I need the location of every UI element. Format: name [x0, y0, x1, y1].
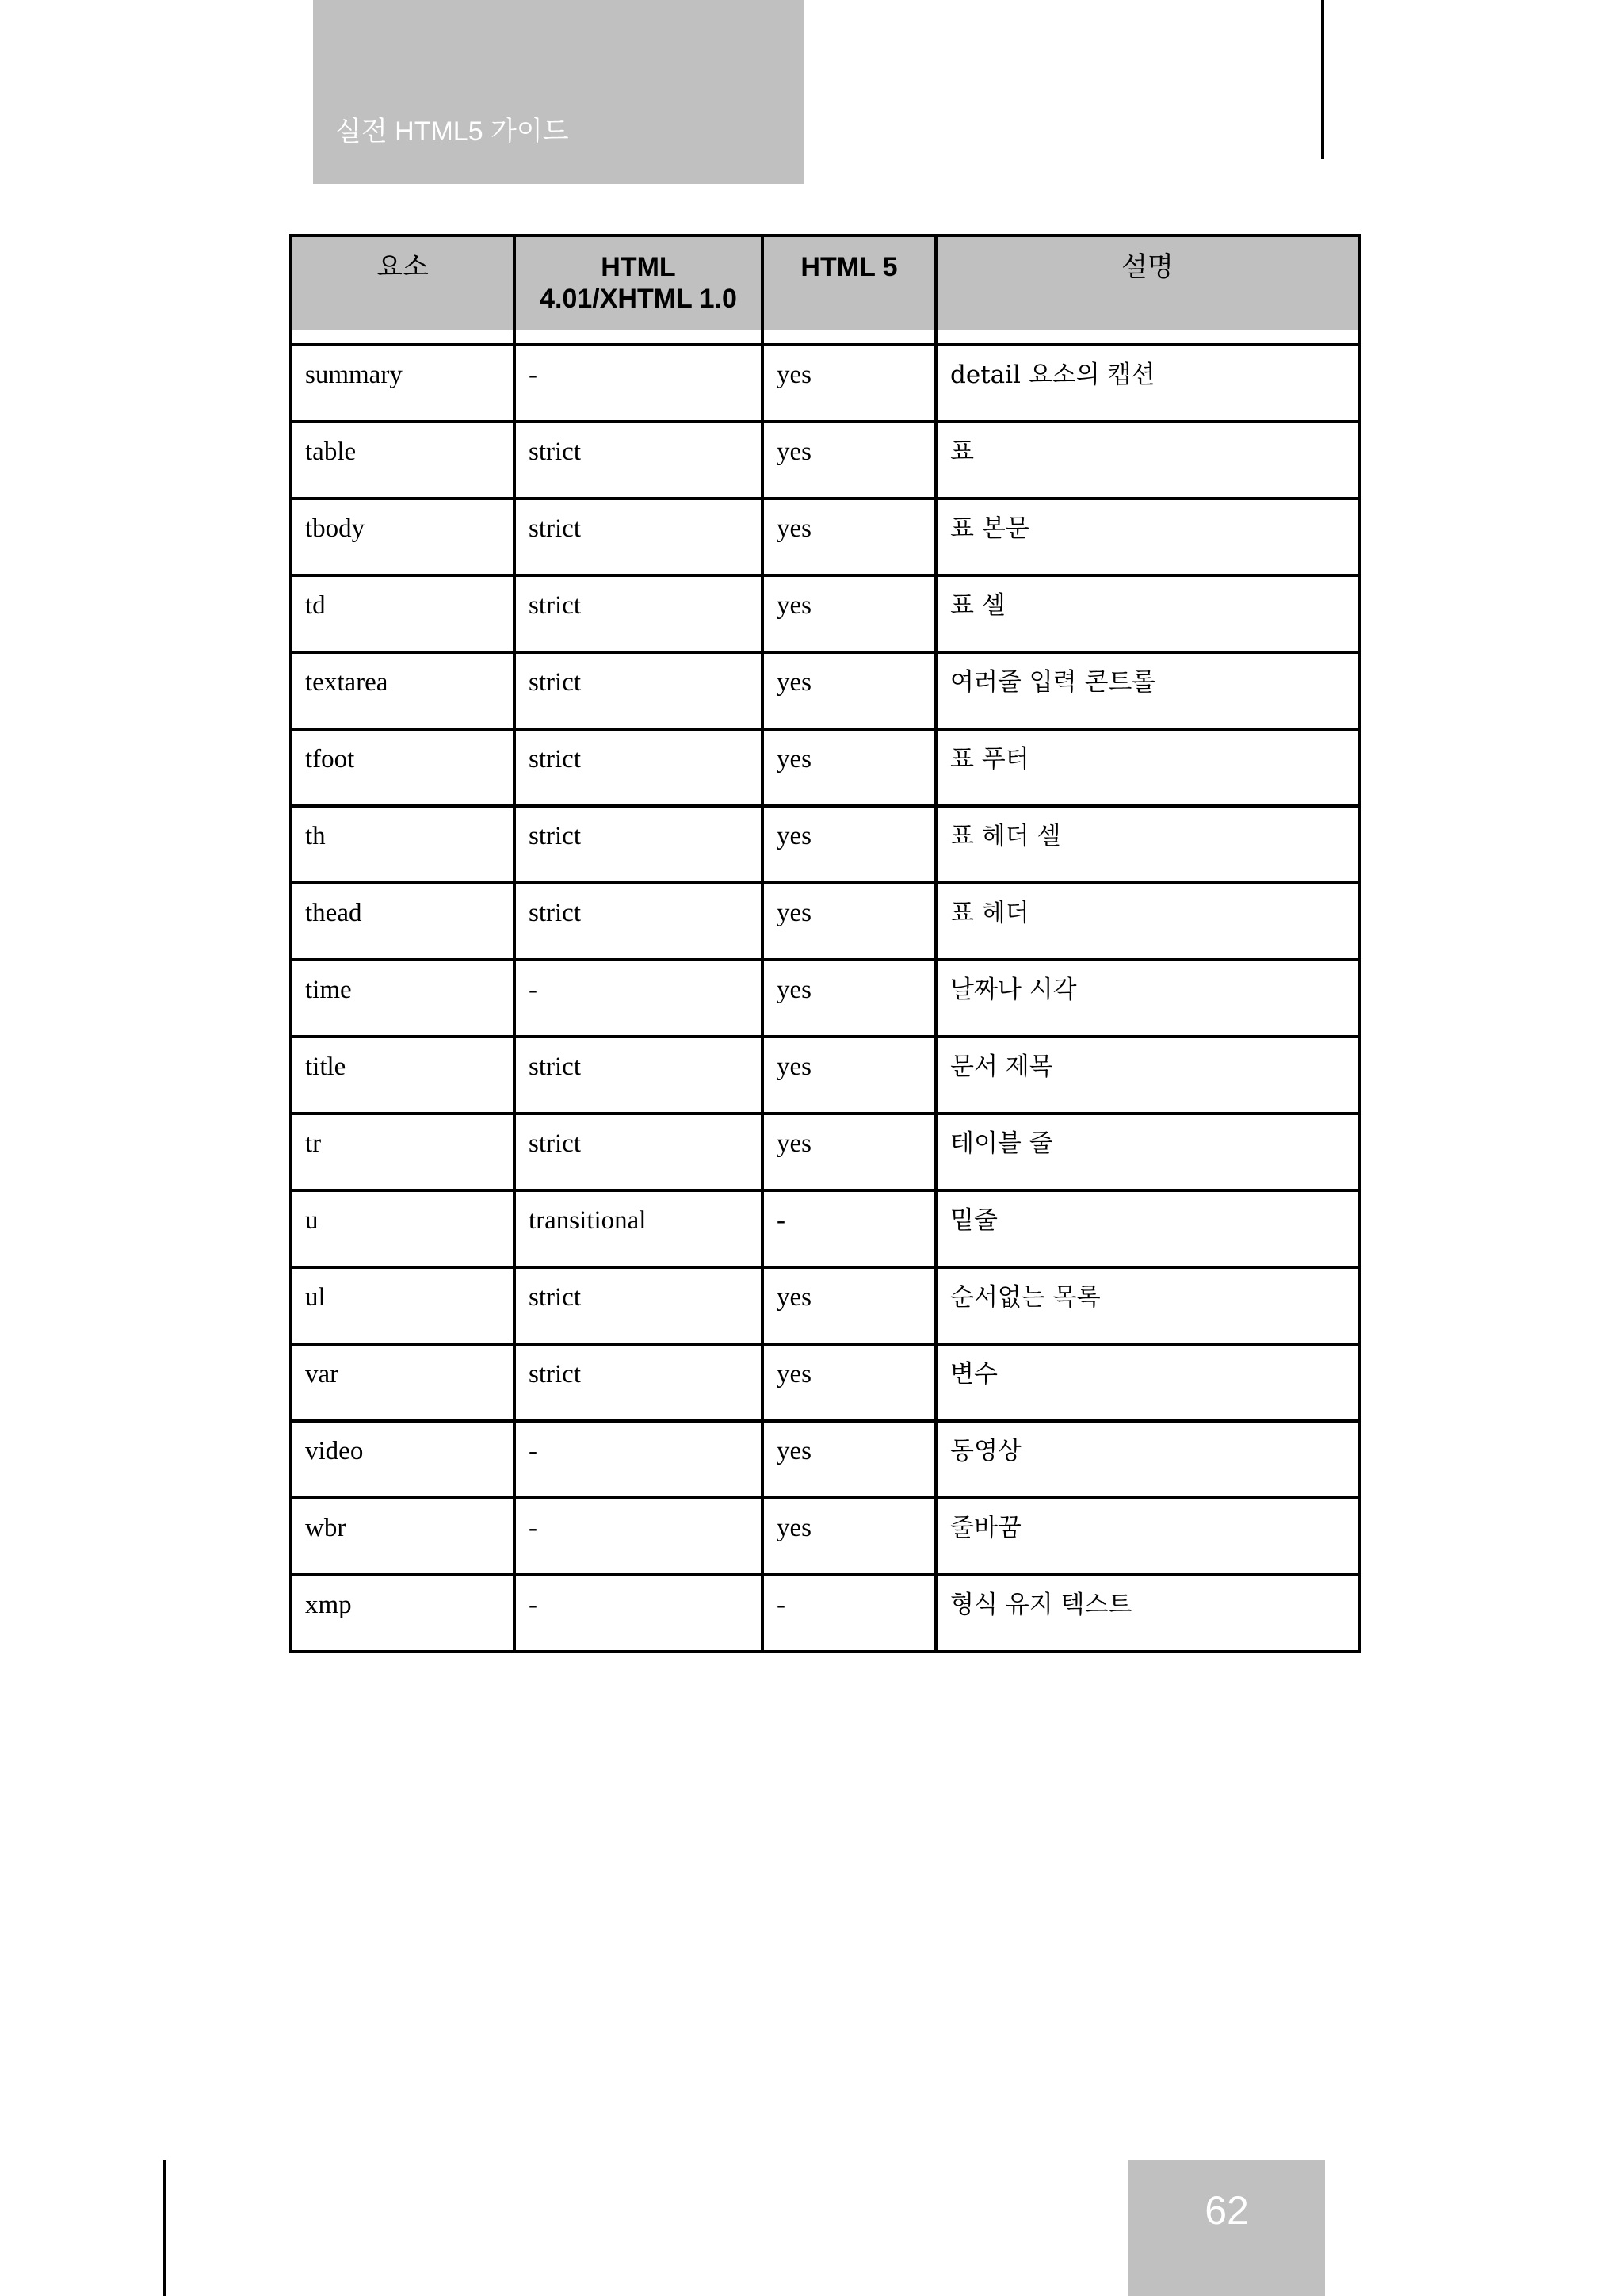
cell-html5: yes [762, 1344, 936, 1421]
column-header-html4-line2: 4.01/XHTML 1.0 [540, 284, 737, 314]
cell-description: 표 셀 [936, 575, 1359, 652]
top-margin-rule [1321, 0, 1324, 159]
table-row [291, 729, 1359, 806]
cell-description: detail 요소의 캡션 [936, 345, 1359, 422]
table-row [291, 652, 1359, 729]
table-row [291, 960, 1359, 1037]
table-row [291, 1498, 1359, 1575]
header-band [313, 0, 804, 184]
cell-description: 밑줄 [936, 1190, 1359, 1267]
cell-html5: yes [762, 806, 936, 883]
header-gap-row [291, 330, 1359, 345]
cell-description: 표 본문 [936, 499, 1359, 575]
column-header-html4 [514, 235, 762, 330]
cell-html5: - [762, 1575, 936, 1652]
cell-description: 날짜나 시각 [936, 960, 1359, 1037]
cell-html4: - [514, 1575, 762, 1652]
cell-description: 줄바꿈 [936, 1498, 1359, 1575]
cell-element: time [291, 960, 514, 1037]
cell-html5: yes [762, 1267, 936, 1344]
page-number: 62 [1205, 2188, 1249, 2233]
cell-html4: strict [514, 806, 762, 883]
cell-description: 문서 제목 [936, 1037, 1359, 1114]
table-body [291, 345, 1359, 1652]
cell-element: video [291, 1421, 514, 1498]
cell-element: table [291, 422, 514, 499]
element-table [289, 234, 1361, 1653]
book-title: 실전 HTML5 가이드 [335, 117, 569, 147]
cell-html5: yes [762, 652, 936, 729]
column-header-description: 설명 [936, 235, 1359, 330]
table-row [291, 806, 1359, 883]
cell-element: var [291, 1344, 514, 1421]
table-row [291, 345, 1359, 422]
cell-html4: strict [514, 1344, 762, 1421]
cell-element: td [291, 575, 514, 652]
cell-html4: - [514, 1421, 762, 1498]
table-row [291, 1190, 1359, 1267]
table-row [291, 1575, 1359, 1652]
cell-element: th [291, 806, 514, 883]
cell-html5: yes [762, 729, 936, 806]
cell-element: tfoot [291, 729, 514, 806]
cell-html5: yes [762, 1114, 936, 1190]
cell-description: 순서없는 목록 [936, 1267, 1359, 1344]
column-header-html4-line1: HTML [601, 252, 676, 282]
cell-html5: yes [762, 883, 936, 960]
cell-description: 표 [936, 422, 1359, 499]
cell-html4: - [514, 1498, 762, 1575]
cell-html5: yes [762, 1421, 936, 1498]
cell-description: 동영상 [936, 1421, 1359, 1498]
cell-description: 테이블 줄 [936, 1114, 1359, 1190]
table-row [291, 499, 1359, 575]
cell-html5: yes [762, 345, 936, 422]
table-row [291, 1344, 1359, 1421]
cell-element: summary [291, 345, 514, 422]
cell-html4: strict [514, 1267, 762, 1344]
cell-element: ul [291, 1267, 514, 1344]
cell-description: 변수 [936, 1344, 1359, 1421]
table-row [291, 883, 1359, 960]
cell-html5: yes [762, 1037, 936, 1114]
cell-html5: - [762, 1190, 936, 1267]
table-header-row [291, 235, 1359, 330]
cell-element: u [291, 1190, 514, 1267]
cell-description: 여러줄 입력 콘트롤 [936, 652, 1359, 729]
cell-html5: yes [762, 1498, 936, 1575]
cell-html4: strict [514, 729, 762, 806]
cell-element: thead [291, 883, 514, 960]
table-row [291, 1421, 1359, 1498]
cell-html4: strict [514, 883, 762, 960]
column-header-html5: HTML 5 [762, 235, 936, 330]
cell-element: tr [291, 1114, 514, 1190]
cell-html5: yes [762, 960, 936, 1037]
cell-html4: strict [514, 575, 762, 652]
cell-element: xmp [291, 1575, 514, 1652]
cell-html5: yes [762, 575, 936, 652]
table-row [291, 1267, 1359, 1344]
cell-html4: - [514, 345, 762, 422]
cell-html5: yes [762, 422, 936, 499]
table-row [291, 1037, 1359, 1114]
cell-element: textarea [291, 652, 514, 729]
column-header-element: 요소 [291, 235, 514, 330]
cell-html4: - [514, 960, 762, 1037]
table-row [291, 422, 1359, 499]
cell-html4: strict [514, 1037, 762, 1114]
bottom-margin-rule [163, 2160, 166, 2296]
cell-html5: yes [762, 499, 936, 575]
table-row [291, 575, 1359, 652]
cell-description: 표 헤더 [936, 883, 1359, 960]
cell-html4: strict [514, 499, 762, 575]
cell-html4: strict [514, 422, 762, 499]
cell-html4: transitional [514, 1190, 762, 1267]
cell-element: tbody [291, 499, 514, 575]
cell-element: wbr [291, 1498, 514, 1575]
cell-html4: strict [514, 1114, 762, 1190]
cell-html4: strict [514, 652, 762, 729]
cell-description: 표 헤더 셀 [936, 806, 1359, 883]
cell-element: title [291, 1037, 514, 1114]
table-row [291, 1114, 1359, 1190]
cell-description: 형식 유지 텍스트 [936, 1575, 1359, 1652]
cell-description: 표 푸터 [936, 729, 1359, 806]
